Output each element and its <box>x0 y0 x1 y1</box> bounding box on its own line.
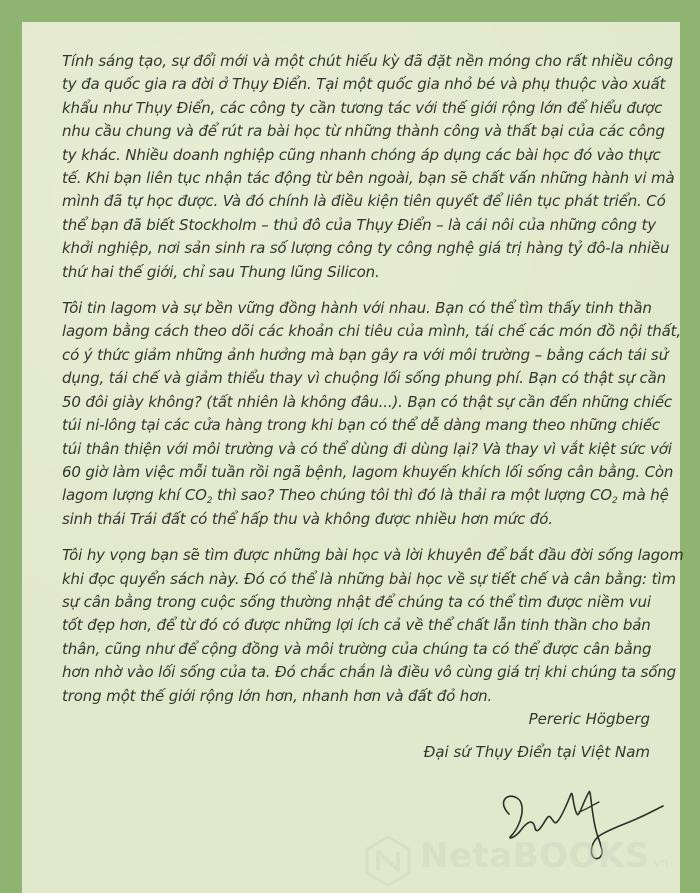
text-line: có ý thức giảm những ảnh hưởng mà bạn gây ra với môi trường – bằng cách tái sử <box>62 345 668 364</box>
text-line: thân, cũng như để cộng đồng và môi trường của chúng ta có thể được cân bằng <box>62 639 652 658</box>
text-line: 50 đôi giày không? (tất nhiên là không đâu...). Bạn có thật sự cần đến những chiếc <box>62 392 673 411</box>
text-line: 60 giờ làm việc mỗi tuần rồi ngã bệnh, lagom khuyến khích lối sống cân bằng. Còn <box>62 462 674 481</box>
text-line: khi đọc quyển sách này. Đó có thể là những bài học về sự tiết chế và cân bằng: tìm <box>62 569 676 588</box>
paragraph-3 <box>62 544 684 708</box>
text-line: sinh thái Trái đất có thể hấp thu và không được nhiều hơn mức đó. <box>62 509 553 528</box>
subscript-2: 2 <box>206 496 213 507</box>
author-title: Đại sứ Thụy Điển tại Việt Nam <box>423 743 650 761</box>
text-line: sự cân bằng trong cuộc sống thường nhật để chúng ta có thể tìm được niềm vui <box>62 592 651 611</box>
paragraph-1 <box>62 50 675 284</box>
watermark-text: NetaBOOKS.vn <box>420 836 669 876</box>
text-line: túi ni-lông tại các cửa hàng trong khi bạn có thể dễ dàng mang theo những chiếc <box>62 416 660 435</box>
subscript-2: 2 <box>611 496 618 507</box>
text-line: Tôi hy vọng bạn sẽ tìm được những bài học và lời khuyên để bắt đầu đời sống lagom <box>62 546 684 565</box>
text-line: nhu cầu chung và để rút ra bài học từ những thành công và thất bại của các công <box>62 122 665 141</box>
text-line: túi thân thiện với môi trường và có thể dùng đi dùng lại? Và thay vì vắt kiệt sức với <box>62 439 672 458</box>
text-line: lagom bằng cách theo dõi các khoản chi tiêu của mình, tái chế các món đồ nội thất, <box>62 322 681 341</box>
book-page <box>22 22 684 893</box>
text-line: khởi nghiệp, nơi sản sinh ra số lượng công ty công nghệ giá trị hàng tỷ đô-la nhiều <box>62 239 670 258</box>
text-line: khẩu như Thụy Điển, các công ty cần tương tác với thế giới rộng lớn để hiểu được <box>62 98 663 117</box>
text-line: thứ hai thế giới, chỉ sau Thung lũng Silicon. <box>62 262 380 281</box>
text-line: tế. Khi bạn liên tục nhận tác động từ bên ngoài, bạn sẽ chất vấn những hành vi mà <box>62 169 675 188</box>
text-line-co2: lagom lượng khí $CO_2$ thì sao? Theo chúng tôi thì đó là thải ra một lượng $CO_2$ mà hệ <box>62 486 669 507</box>
text-line: thể bạn đã biết Stockholm – thủ đô của Thụy Điển – là cái nôi của những công ty <box>62 215 656 234</box>
text-line: Tính sáng tạo, sự đổi mới và một chút hiếu kỳ đã đặt nền móng cho rất nhiều công <box>62 52 674 70</box>
text-line: hơn nhờ vào lối sống của ta. Đó chắc chắn là điều vô cùng giá trị khi chúng ta sống <box>62 663 676 682</box>
text-line: Tôi tin lagom và sự bền vững đồng hành với nhau. Bạn có thể tìm thấy tinh thần <box>62 299 652 318</box>
text-line: mình đã tự học được. Và đó chính là điều kiện tiên quyết để liên tục phát triển. Có <box>62 192 666 211</box>
body-text <box>62 50 684 708</box>
text-line: dụng, tái chế và giảm thiểu thay vì chuộng lối sống phung phí. Bạn có thật sự cần <box>62 369 666 388</box>
text-line: trong một thế giới rộng lớn hơn, nhanh hơn và đất đỏ hơn. <box>62 686 493 705</box>
text-line: ty đa quốc gia ra đời ở Thụy Điển. Tại một quốc gia nhỏ bé và phụ thuộc vào xuất <box>62 75 666 94</box>
text-line: ty khác. Nhiều doanh nghiệp cũng nhanh chóng áp dụng các bài học đó vào thực <box>62 145 661 164</box>
author-name: Pereric Högberg <box>528 710 650 728</box>
watermark <box>362 832 692 888</box>
netabooks-logo-icon <box>362 834 414 886</box>
text-line: tốt đẹp hơn, để từ đó có được những lợi ích cả về thể chất lẫn tinh thần cho bản <box>62 616 651 635</box>
paragraph-2 <box>62 297 681 531</box>
watermark-suffix: .vn <box>649 856 669 870</box>
